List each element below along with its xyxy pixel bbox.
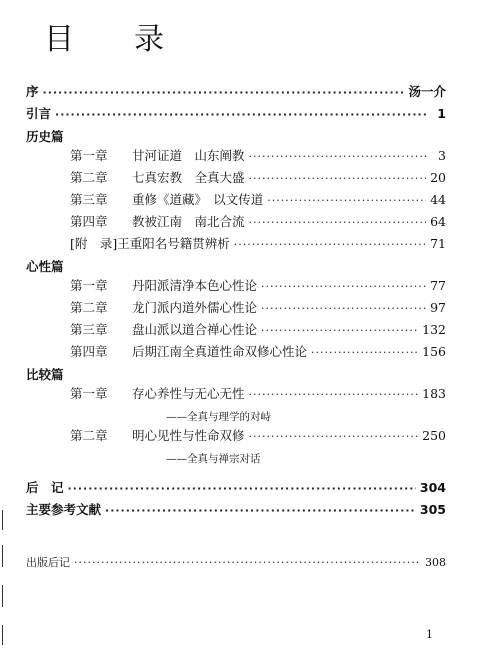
toc-entry-page: 308 bbox=[425, 556, 446, 569]
toc-entry[interactable] bbox=[26, 342, 446, 364]
scan-mark bbox=[2, 510, 3, 530]
chapter-number: 第一章 bbox=[70, 386, 108, 401]
toc-entry-page: 汤一介 bbox=[408, 84, 446, 99]
toc-entry-references[interactable] bbox=[26, 500, 446, 522]
dot-leader bbox=[74, 556, 421, 569]
dot-leader bbox=[249, 430, 419, 443]
dot-leader bbox=[249, 172, 427, 185]
toc-entry[interactable] bbox=[26, 426, 446, 448]
toc-entry-preface[interactable] bbox=[26, 82, 446, 104]
chapter-number: 第一章 bbox=[70, 148, 108, 163]
dot-leader bbox=[261, 302, 426, 315]
dot-leader bbox=[55, 108, 428, 121]
toc-entry-page: 304 bbox=[419, 480, 446, 495]
toc-entry[interactable] bbox=[26, 190, 446, 212]
toc-entry[interactable] bbox=[26, 146, 446, 168]
toc-entry-page: 71 bbox=[430, 236, 446, 251]
toc-entry-intro[interactable] bbox=[26, 104, 446, 126]
toc-entry-page: 183 bbox=[422, 386, 446, 401]
toc-entry-label: 引言 bbox=[26, 106, 52, 121]
section-title-compare: 比较篇 bbox=[26, 367, 64, 382]
toc-entry-label: [附 录]王重阳名号籍贯辨析 bbox=[70, 236, 230, 251]
page-title bbox=[44, 14, 166, 58]
toc-entry-page: 1 bbox=[437, 106, 446, 121]
dot-leader bbox=[261, 280, 426, 293]
title-char-2: 录 bbox=[134, 22, 166, 57]
dot-leader bbox=[249, 216, 427, 229]
dot-leader bbox=[249, 388, 419, 401]
toc-entry[interactable] bbox=[26, 276, 446, 298]
toc-entry-page: 20 bbox=[430, 170, 446, 185]
toc-entry-label: 后 记 bbox=[26, 480, 64, 495]
dot-leader bbox=[267, 194, 426, 207]
toc-entry-label: 教被江南 南北合流 bbox=[132, 214, 245, 229]
toc-entry-publisher-note[interactable] bbox=[26, 554, 446, 576]
dot-leader bbox=[68, 482, 416, 495]
toc-entry-label: 七真宏教 全真大盛 bbox=[132, 170, 245, 185]
chapter-number: 第三章 bbox=[70, 192, 108, 207]
dot-leader bbox=[249, 150, 428, 163]
dot-leader bbox=[311, 346, 418, 359]
toc-entry[interactable] bbox=[26, 320, 446, 342]
toc-entry-label: 盘山派以道合禅心性论 bbox=[132, 322, 258, 337]
toc-entry-page: 250 bbox=[422, 428, 446, 443]
toc-entry-label: 丹阳派清净本色心性论 bbox=[132, 278, 258, 293]
dot-leader bbox=[234, 238, 426, 251]
chapter-number: 第四章 bbox=[70, 344, 108, 359]
title-char-1: 目 bbox=[44, 22, 76, 57]
toc-entry-page: 156 bbox=[422, 344, 446, 359]
scan-mark bbox=[2, 625, 3, 645]
toc-entry-afterword[interactable] bbox=[26, 478, 446, 500]
scan-mark bbox=[2, 545, 3, 567]
table-of-contents bbox=[26, 82, 446, 576]
toc-entry-page: 44 bbox=[430, 192, 446, 207]
toc-entry-label: 主要参考文献 bbox=[26, 502, 102, 517]
toc-entry-label: 序 bbox=[26, 84, 39, 99]
chapter-number: 第四章 bbox=[70, 214, 108, 229]
toc-entry-label: 存心养性与无心无性 bbox=[132, 386, 245, 401]
toc-entry-label: 出版后记 bbox=[26, 556, 70, 569]
toc-entry-label: 明心见性与性命双修 bbox=[132, 428, 245, 443]
dot-leader bbox=[105, 504, 416, 517]
toc-entry-label: 甘河证道 山东阐教 bbox=[132, 148, 245, 163]
toc-entry[interactable] bbox=[26, 298, 446, 320]
section-title-history: 历史篇 bbox=[26, 129, 64, 144]
scan-mark bbox=[2, 585, 3, 607]
dot-leader bbox=[261, 324, 418, 337]
toc-entry-page: 64 bbox=[430, 214, 446, 229]
section-title-mind: 心性篇 bbox=[26, 259, 64, 274]
chapter-number: 第三章 bbox=[70, 322, 108, 337]
toc-entry-page: 77 bbox=[430, 278, 446, 293]
toc-entry-subtitle: ——全真与理学的对峙 bbox=[166, 410, 271, 423]
chapter-number: 第一章 bbox=[70, 278, 108, 293]
toc-entry-appendix[interactable] bbox=[26, 234, 446, 256]
dot-leader bbox=[43, 86, 405, 99]
toc-entry-subtitle: ——全真与禅宗对话 bbox=[166, 452, 261, 465]
toc-entry-label: 后期江南全真道性命双修心性论 bbox=[132, 344, 308, 359]
chapter-number: 第二章 bbox=[70, 300, 108, 315]
chapter-number: 第二章 bbox=[70, 170, 108, 185]
toc-entry[interactable] bbox=[26, 168, 446, 190]
toc-entry-page: 305 bbox=[419, 502, 446, 517]
toc-entry-label: 重修《道藏》 以文传道 bbox=[132, 192, 264, 207]
toc-entry-label: 龙门派内道外儒心性论 bbox=[132, 300, 258, 315]
toc-entry[interactable] bbox=[26, 384, 446, 406]
chapter-number: 第二章 bbox=[70, 428, 108, 443]
page-number: 1 bbox=[426, 628, 433, 641]
toc-entry[interactable] bbox=[26, 212, 446, 234]
toc-entry-page: 3 bbox=[438, 148, 446, 163]
toc-entry-page: 97 bbox=[430, 300, 446, 315]
toc-entry-page: 132 bbox=[422, 322, 446, 337]
